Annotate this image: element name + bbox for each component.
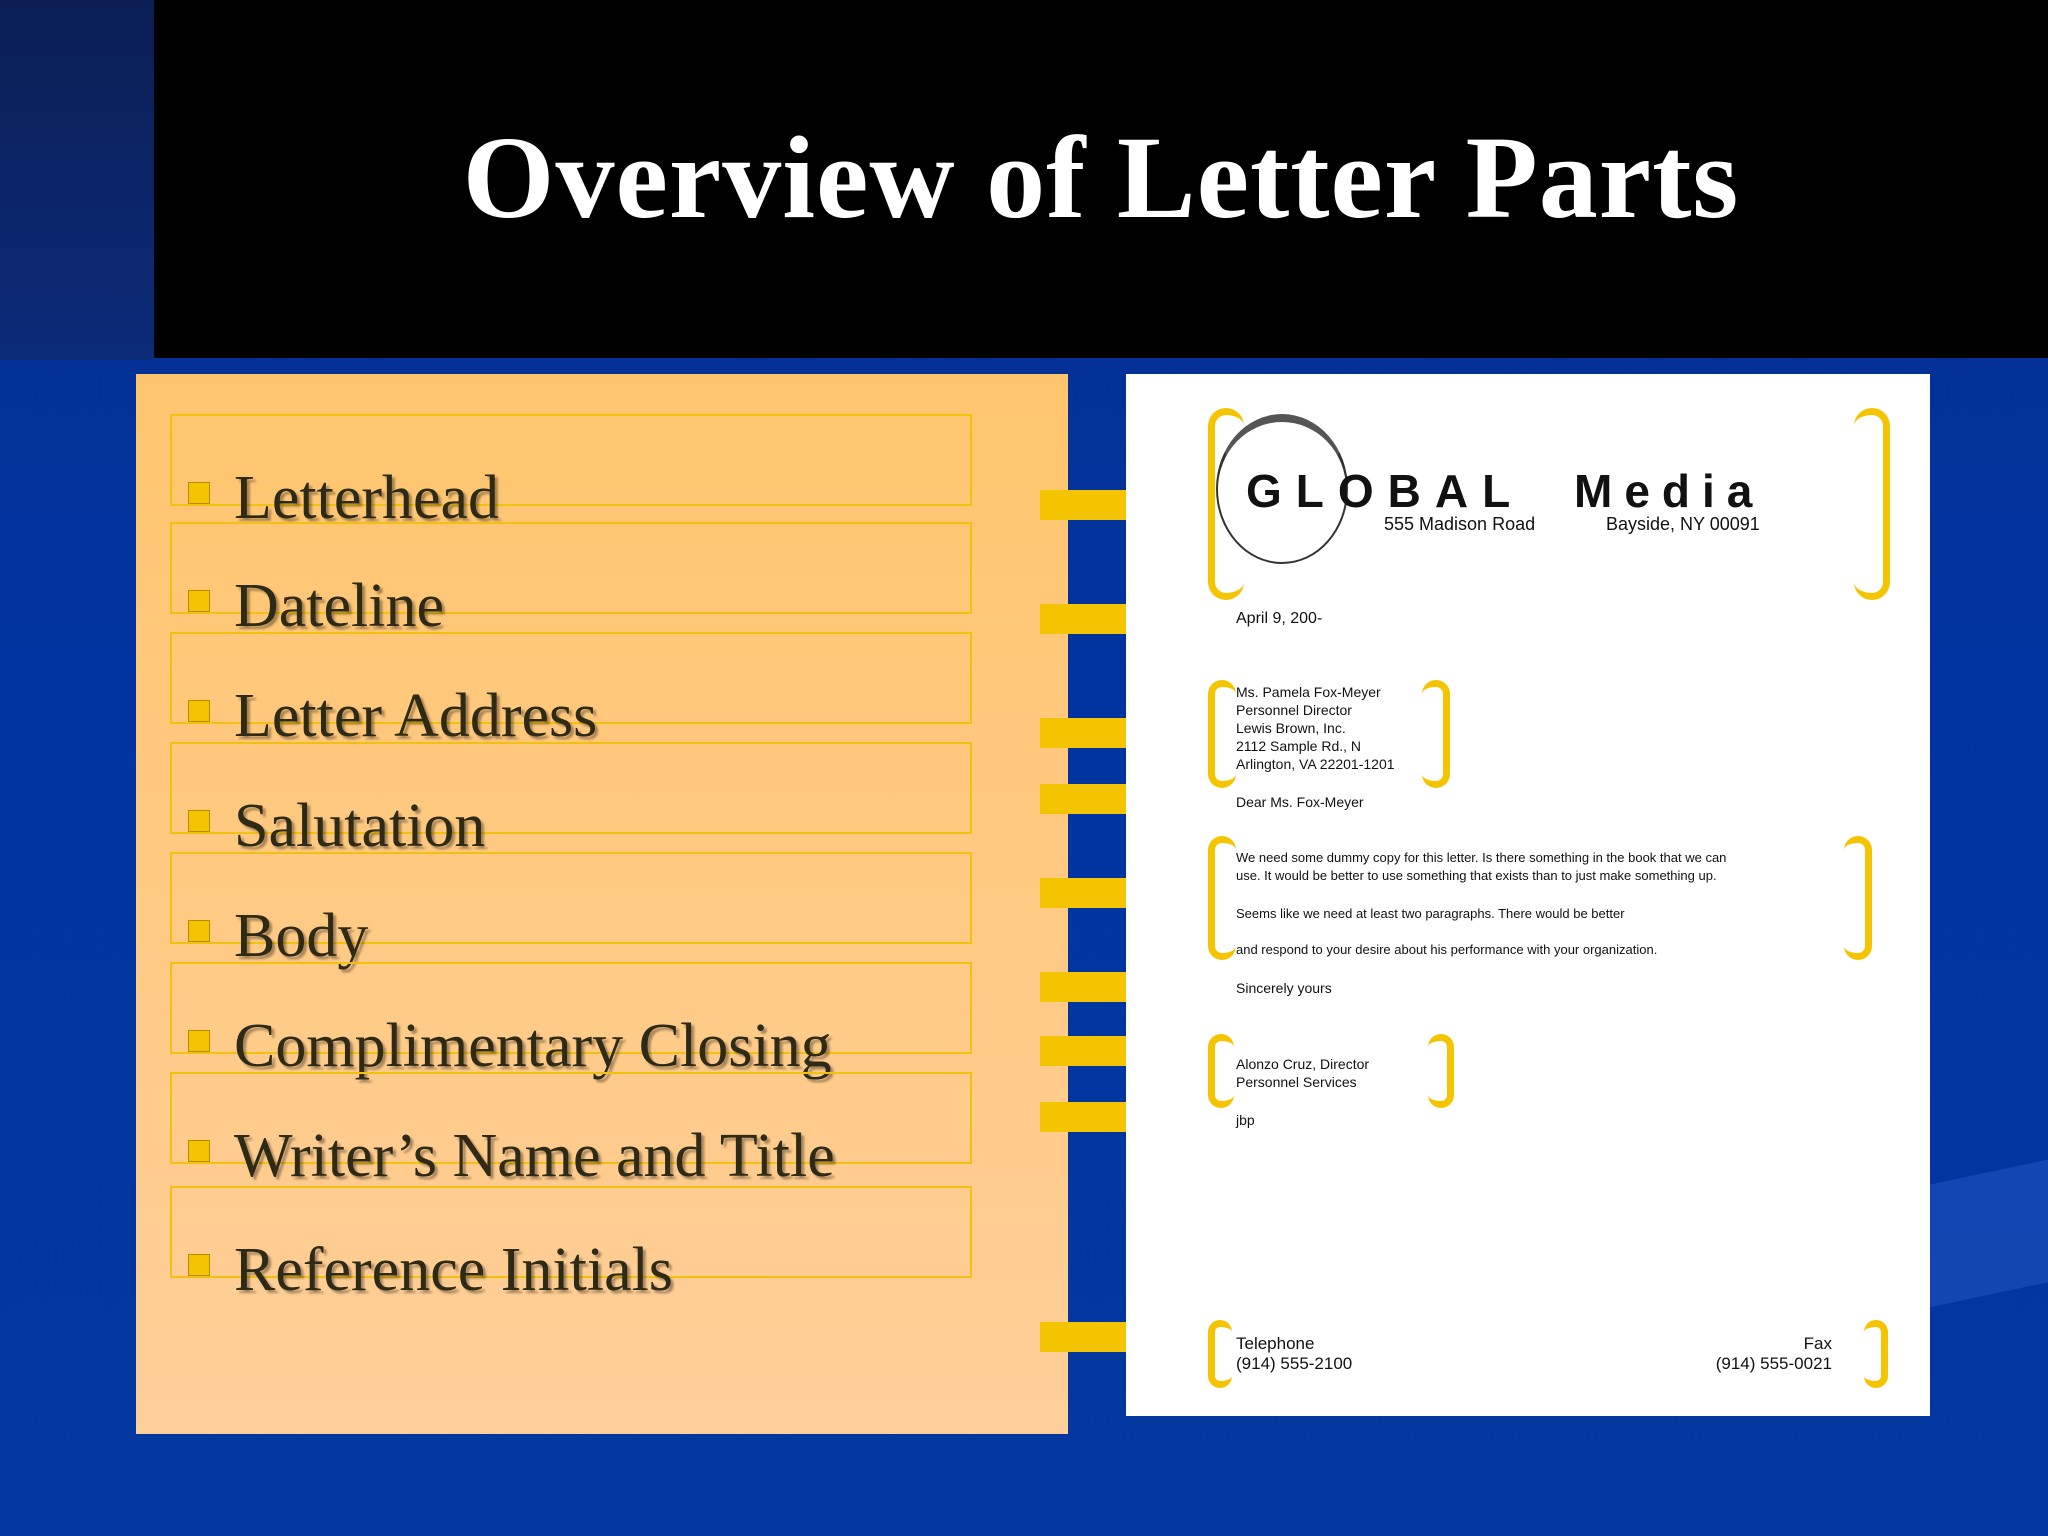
address-line: Arlington, VA 22201-1201 — [1236, 756, 1395, 772]
logo-media: Media — [1574, 465, 1765, 517]
sample-letter — [1126, 374, 1930, 1416]
bracket-right — [1854, 408, 1890, 600]
dateline: April 9, 200- — [1236, 610, 1323, 627]
list-item-salutation — [170, 742, 972, 860]
bracket-left — [1208, 836, 1236, 960]
list-item-letter-address — [170, 632, 972, 750]
list-item-label: Letter Address — [234, 682, 598, 750]
footer-phone-label: Telephone — [1236, 1334, 1315, 1353]
body-line: We need some dummy copy for this letter. Is there something in the book that we can — [1236, 850, 1727, 865]
list-item-label: Reference Initials — [234, 1236, 673, 1304]
bullet-square-icon — [188, 920, 210, 942]
list-item-label: Letterhead — [234, 464, 500, 532]
list-item-writers-name-title — [170, 1072, 972, 1190]
list-item-label: Writer’s Name and Title — [234, 1122, 835, 1190]
footer-fax-label: Fax — [1803, 1334, 1832, 1353]
body-line: use. It would be better to use something that exists than to just make something up. — [1236, 868, 1717, 883]
list-item-dateline — [170, 522, 972, 640]
list-item-complimentary-closing — [170, 962, 972, 1080]
list-item-reference-initials — [170, 1186, 972, 1304]
address-line: 2112 Sample Rd., N — [1236, 738, 1362, 754]
list-item-label: Body — [234, 902, 369, 970]
complimentary-closing: Sincerely yours — [1236, 980, 1332, 996]
list-item-label: Dateline — [234, 572, 445, 640]
address-line: Lewis Brown, Inc. — [1236, 720, 1346, 736]
logo-global: GLOBAL — [1246, 465, 1525, 517]
list-item-letterhead — [170, 414, 972, 532]
slide-title: Overview of Letter Parts — [462, 112, 1740, 243]
footer-phone: (914) 555-2100 — [1236, 1354, 1353, 1373]
bracket-right — [1428, 1034, 1454, 1108]
list-item-label: Salutation — [234, 792, 486, 860]
bullet-square-icon — [188, 700, 210, 722]
bracket-right — [1422, 680, 1450, 788]
letterhead-city: Bayside, NY 00091 — [1606, 514, 1760, 534]
bracket-left — [1208, 680, 1236, 788]
bullet-square-icon — [188, 1140, 210, 1162]
bullet-square-icon — [188, 482, 210, 504]
letter-parts-panel — [136, 374, 1068, 1434]
list-item-body — [170, 852, 972, 970]
body-line: and respond to your desire about his performance with your organization. — [1236, 942, 1658, 957]
bracket-right — [1844, 836, 1872, 960]
bullet-square-icon — [188, 1254, 210, 1276]
footer-fax: (914) 555-0021 — [1715, 1354, 1832, 1373]
address-line: Personnel Director — [1236, 702, 1352, 718]
left-strip — [0, 0, 154, 360]
body-line: Seems like we need at least two paragraphs. There would be better — [1236, 906, 1625, 921]
bullet-square-icon — [188, 810, 210, 832]
reference-initials: jbp — [1236, 1112, 1255, 1128]
writer-name: Alonzo Cruz, Director — [1236, 1056, 1370, 1072]
bullet-square-icon — [188, 1030, 210, 1052]
letterhead-street: 555 Madison Road — [1384, 514, 1536, 534]
bracket-left — [1208, 1320, 1232, 1388]
salutation: Dear Ms. Fox-Meyer — [1236, 794, 1364, 810]
list-item-label: Complimentary Closing — [234, 1012, 832, 1080]
bullet-square-icon — [188, 590, 210, 612]
bracket-right — [1864, 1320, 1888, 1388]
address-line: Ms. Pamela Fox-Meyer — [1236, 684, 1381, 700]
bracket-left — [1208, 1034, 1234, 1108]
writer-title: Personnel Services — [1236, 1074, 1357, 1090]
